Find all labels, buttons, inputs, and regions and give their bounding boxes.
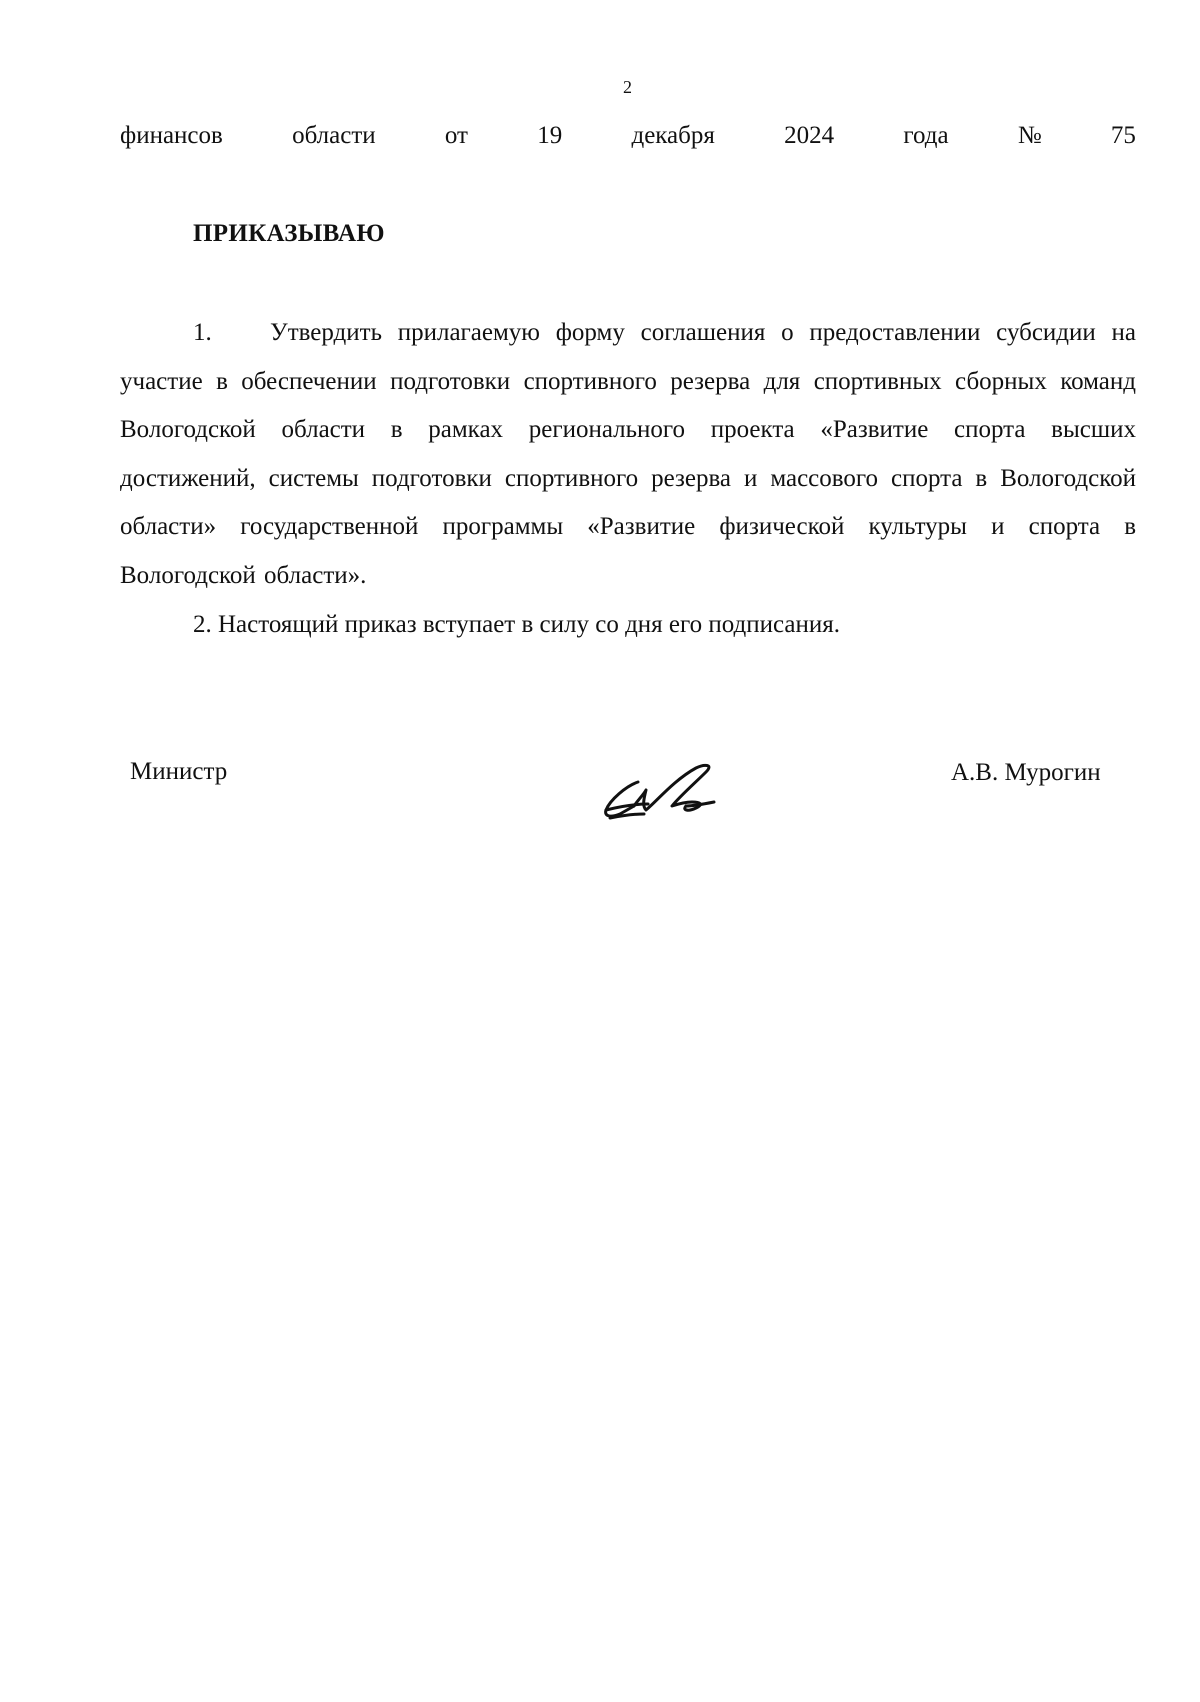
continuation-word: № xyxy=(1017,122,1042,149)
item-number: 1. xyxy=(193,319,212,346)
order-item-2: 2. Настоящий приказ вступает в силу со дня его подписания. xyxy=(193,611,841,638)
continuation-word: года xyxy=(903,122,949,149)
continuation-word: от xyxy=(444,122,468,149)
signatory-position: Министр xyxy=(130,758,228,785)
page-number: 2 xyxy=(623,77,632,97)
handwritten-signature xyxy=(600,760,750,830)
signatory-name: А.В. Мурогин xyxy=(951,759,1101,786)
preamble-continuation-line xyxy=(120,121,1136,151)
continuation-word: 75 xyxy=(1110,122,1136,149)
order-heading: ПРИКАЗЫВАЮ xyxy=(193,220,385,247)
continuation-word: финансов xyxy=(120,122,223,149)
item-text: Утвердить прилагаемую форму соглашения о предоставлении субсидии на участие в обеспечении подготовки спортивного резерва для спортивных сборных команд Вологодской области в рамках регионального проекта «Развитие спорта высших достижений, системы подготовки спортивного резерва и массового спорта в Вологодской области» государственной программы «Развитие физической культуры и спорта в Вологодской области». xyxy=(120,319,1136,589)
continuation-word: 19 xyxy=(537,122,563,149)
continuation-word: 2024 xyxy=(784,122,835,149)
continuation-word: области xyxy=(292,122,376,149)
continuation-word: декабря xyxy=(631,122,715,149)
order-item-1 xyxy=(120,309,1136,600)
